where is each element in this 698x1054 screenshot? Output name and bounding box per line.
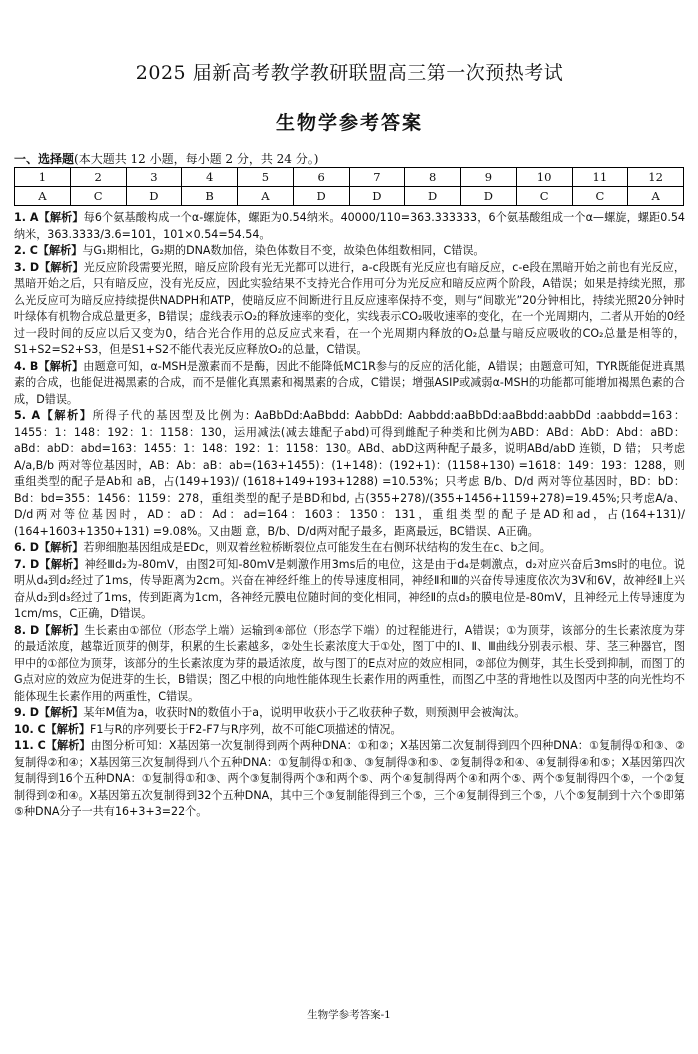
explanation-label: 8. D【解析】 [14, 623, 85, 637]
question-number: 3 [126, 168, 182, 187]
question-number: 7 [349, 168, 405, 187]
answer-cell: A [15, 187, 71, 206]
explanation-item [14, 705, 685, 722]
explanation-text: 神经Ⅲd₂为-80mV，由图2可知-80mV是刺激作用3ms后的电位，这是由于d₄是刺激点，d₂对应兴奋后3ms时的电位。说明从d₄到d₂经过了1ms，传导距离为2cm。兴奋在神经纤维上的传导速度相同，神经Ⅱ和Ⅲ的兴奋传导速度依次为3V和6V，故神经Ⅱ上兴奋从d₂到d₃经过了1ms，传到距离为1cm，各神经元膜电位随时间的变化相同，神经Ⅱ的点d₃的膜电位是-80mV，且神经元上传导速度为1cm/ms，C正确，D错误。 [14, 557, 685, 620]
explanation-label: 5. A【解析】 [14, 409, 93, 422]
question-number: 6 [293, 168, 349, 187]
explanation-label: 6. D【解析】 [14, 541, 84, 554]
explanation-text: 所得子代的基因型及比例为: AaBbDd:AaBbdd: AabbDd: Aabbdd:aaBbDd:aaBbdd:aabbDd :aabbdd=163：1455：1：148：192：1：1158：130，运用减法(减去雄配子abd)可得到雌配子种类和比例为ABD：ABd：AbD：Abd：aBD：aBd：abD：abd=163：1455：1：148：192：1：1158：130。ABd、abD这两种配子最多，说明ABd/abD 连锁，D 错； 只考虑A/a,B/b 两对等位基因时，AB：Ab：aB：ab=(163+1455)：(1+148)：(192+1)：(1158+130) =1618：149：193：1288，则重组类型的配子是Ab和 aB，占(149+193)/ (1618+149+193+1288) =10.53%；只考虑 B/b、D/d 两对等位基因时，BD：bD：Bd：bd=355：1456：1159：278，重组类型的配子是BD和bd, 占(355+278)/(355+1456+1159+278)=19.45%;只考虑A/a、D/d两对等位基因时，AD：aD：Ad：ad=164：1603：1350：131，重组类型的配子是AD和ad，占(164+131)/ (164+1603+1350+131) =9.08%。又由题 意，B/b、D/d两对配子最多，距离最远，BC错误、A正确。 [14, 409, 685, 538]
section-label: 一、选择题 [14, 152, 75, 166]
explanation-text: 生长素由①部位（形态学上端）运输到④部位（形态学下端）的过程能进行，A错误；①为顶芽，该部分的生长素浓度为芽的最适浓度，越靠近顶芽的侧芽，积累的生长素越多，②处生长素浓度大于①处，图丁中的Ⅰ、Ⅱ、Ⅲ曲线分别表示根、芽、茎三种器官，图甲中的①部位为顶芽，该部分的生长素浓度为芽的最适浓度，故与图丁的E点对应的效应相同，②部位为侧芽，其生长受到抑制，而图丁的G点对应的效应为促进芽的生长，B错误；图乙中根的向地性能体现生长素作用的两重性，而图乙中茎的背地性以及图丙中茎的向光性均不能体现生长素作用的两重性，C错误。 [14, 623, 685, 703]
answer-cell: D [405, 187, 461, 206]
exam-title: 2025 届新高考教学教研联盟高三第一次预热考试 [135, 62, 564, 84]
explanation-text: 某年M值为a，收获时N的数值小于a，说明甲收获小于乙收获种子数，则预测甲会被淘汰。 [83, 706, 526, 719]
explanation-text: 每6个氨基酸构成一个α-螺旋体，螺距为0.54纳米。40000/110=363.333333，6个氨基酸组成一个α—螺旋，螺距0.54纳米，363.3333/3.6=101，101×0.54=54.54。 [14, 211, 685, 241]
explanation-item [14, 260, 685, 359]
answer-cell: C [572, 187, 628, 206]
explanation-item [14, 408, 685, 540]
answer-cell: D [461, 187, 517, 206]
question-number: 12 [628, 168, 684, 187]
answer-cell: D [293, 187, 349, 206]
answer-cell: D [349, 187, 405, 206]
question-number: 11 [572, 168, 628, 187]
answer-cell: A [628, 187, 684, 206]
explanation-label: 3. D【解析】 [14, 260, 84, 274]
explanation-label: 7. D【解析】 [14, 557, 85, 571]
explanation-item [14, 243, 685, 260]
explanation-label: 10. C【解析】 [14, 722, 91, 736]
answer-cell: C [516, 187, 572, 206]
section-heading [14, 151, 685, 167]
explanation-item [14, 623, 685, 706]
question-number: 9 [461, 168, 517, 187]
explanation-text: 由题意可知，α-MSH是激素而不是酶，因此不能降低MC1R参与的反应的活化能，A错误；由题意可知，TYR既能促进真黑素的合成，也能促进褐黑素的合成，而不是催化真黑素和褐黑素的合成，C错误；增强ASIP或减弱α-MSH的功能都可能增加褐黑色素的合成，D错误。 [14, 359, 685, 406]
explanation-label: 4. B【解析】 [14, 359, 84, 373]
question-number: 8 [405, 168, 461, 187]
answer-cell: A [238, 187, 294, 206]
explanation-item [14, 359, 685, 409]
explanation-label: 1. A【解析】 [14, 211, 84, 224]
answer-key-title: 生物学参考答案 [275, 112, 423, 134]
question-number: 4 [182, 168, 238, 187]
answer-cell: B [182, 187, 238, 206]
explanation-text: 光反应阶段需要光照，暗反应阶段有光无光都可以进行，a-c段既有光反应也有暗反应，c-e段在黑暗开始之前也有光反应，黑暗开始之后，只有暗反应，没有光反应，因此实验结果不支持光合作用可分为光反应和暗反应两个阶段，A错误；如果是持续光照，那么光反应可为暗反应持续提供NADPH和ATP，使暗反应不间断进行且反应速率保持不变，则与“间歇光”20分钟相比，持续光照20分钟时叶绿体有机物合成总量更多，B错误；虚线表示O₂的释放速率的变化，实线表示CO₂吸收速率的变化，在一个光周期内，二者从开始的0经过一段时间的反应以后又变为0，结合光合作用的总反应式来看，在一个光周期内释放的O₂总量与暗反应吸收的CO₂总量是相等的，S1+S2=S2+S3，但是S1+S2不能代表光反应释放O₂的总量，C错误。 [14, 260, 685, 356]
explanation-text: 由图分析可知：X基因第一次复制得到两个两种DNA：①和②；X基因第二次复制得到四个四种DNA：①复制得①和③、②复制得②和④；X基因第三次复制得到八个五种DNA：①复制得①和③、③复制得③和⑤、②复制得②和④、④复制得④和⑤；X基因第四次复制得到16个五种DNA：①复制得①和③、两个③复制得两个③和两个⑤、两个④复制得两个④和两个⑤、两个⑤复制得四个⑤，一个②复制得到②和④。X基因第五次复制得到32个五种DNA，其中三个③复制能得到三个⑤，三个④复制得到三个⑤，八个⑤复制到十六个⑤即第⑤种DNA分子一共有16+3+3=22个。 [14, 739, 685, 818]
explanation-item [14, 210, 685, 243]
explanation-label: 2. C【解析】 [14, 244, 83, 257]
explanations [14, 210, 685, 821]
section-note: (本大题共 12 小题，每小题 2 分，共 24 分。) [74, 152, 319, 166]
explanation-label: 11. C【解析】 [14, 739, 91, 752]
explanation-text: 与G₁期相比，G₂期的DNA数加倍，染色体数目不变，故染色体组数相同，C错误。 [82, 244, 485, 257]
answer-cell: C [70, 187, 126, 206]
question-number: 10 [516, 168, 572, 187]
explanation-label: 9. D【解析】 [14, 706, 84, 719]
question-number: 2 [70, 168, 126, 187]
answer-cell: D [126, 187, 182, 206]
question-number-row [15, 168, 684, 187]
explanation-item [14, 738, 685, 821]
question-number: 5 [238, 168, 294, 187]
explanation-item [14, 540, 685, 557]
explanation-text: F1与R的序列要长于F2-F7与R序列，故不可能C项描述的情况。 [90, 722, 402, 736]
question-number: 1 [15, 168, 71, 187]
explanation-item [14, 722, 685, 739]
explanation-item [14, 557, 685, 623]
page-footer: 生物学参考答案-1 [307, 1009, 391, 1021]
answer-row [15, 187, 684, 206]
answer-table [14, 167, 684, 206]
explanation-text: 若卵细胞基因组成是EDc，则双着丝粒桥断裂位点可能发生在右侧环状结构的发生在c、b之间。 [83, 541, 551, 554]
